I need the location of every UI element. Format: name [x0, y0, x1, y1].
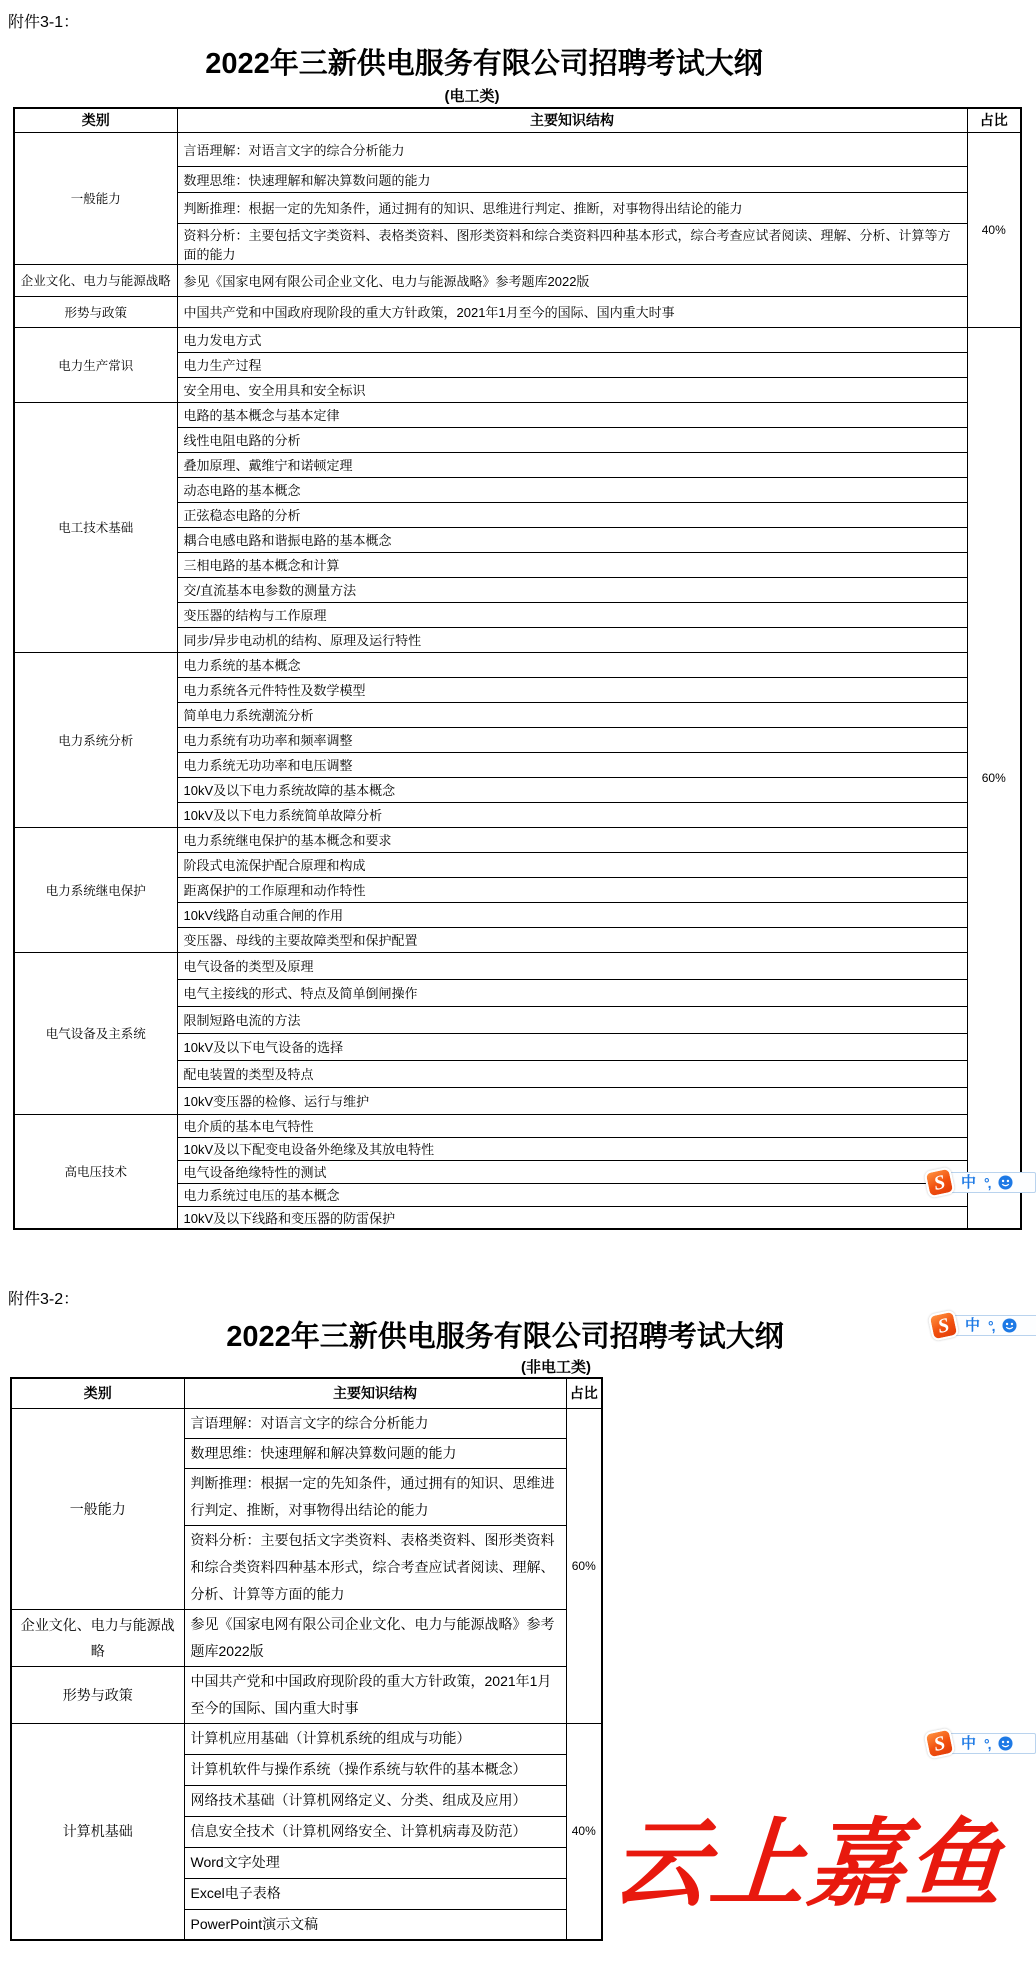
knowledge-item-cell: 电气设备的类型及原理 — [177, 952, 967, 979]
knowledge-item-cell: 同步/异步电动机的结构、原理及运行特性 — [177, 627, 967, 652]
sogou-logo-icon[interactable]: S — [923, 1166, 955, 1198]
knowledge-item-cell: 电力系统的基本概念 — [177, 652, 967, 677]
knowledge-item-cell: 参见《国家电网有限公司企业文化、电力与能源战略》参考题库2022版 — [184, 1609, 566, 1666]
column-header: 占比 — [967, 108, 1021, 132]
knowledge-item-cell: 判断推理：根据一定的先知条件，通过拥有的知识、思维进行判定、推断，对事物得出结论的能力 — [177, 192, 967, 223]
category-cell: 形势与政策 — [11, 1666, 184, 1723]
knowledge-item-cell: 电介质的基本电气特性 — [177, 1114, 967, 1137]
knowledge-item-cell: 数理思维：快速理解和解决算数问题的能力 — [177, 166, 967, 192]
category-cell: 一般能力 — [14, 132, 177, 264]
knowledge-item-cell: 计算机软件与操作系统（操作系统与软件的基本概念） — [184, 1754, 566, 1785]
knowledge-item-cell: PowerPoint演示文稿 — [184, 1909, 566, 1940]
category-cell: 高电压技术 — [14, 1114, 177, 1229]
knowledge-item-cell: 电气主接线的形式、特点及简单倒闸操作 — [177, 979, 967, 1006]
knowledge-item-cell: 资料分析：主要包括文字类资料、表格类资料、图形类资料和综合类资料四种基本形式，综合考查应试者阅读、理解、分析、计算等方面的能力 — [177, 223, 967, 264]
knowledge-item-cell: 10kV及以下电力系统故障的基本概念 — [177, 777, 967, 802]
category-cell: 电工技术基础 — [14, 402, 177, 652]
sogou-ime-toolbar[interactable] — [930, 1312, 1036, 1340]
knowledge-item-cell: 阶段式电流保护配合原理和构成 — [177, 852, 967, 877]
knowledge-item-cell: Excel电子表格 — [184, 1878, 566, 1909]
table-row — [14, 402, 1021, 427]
attachment2-title: 2022年三新供电服务有限公司招聘考试大纲 — [226, 1321, 784, 1353]
category-cell: 电气设备及主系统 — [14, 952, 177, 1114]
sogou-ime-toolbar[interactable] — [926, 1730, 1036, 1758]
column-header: 主要知识结构 — [184, 1378, 566, 1408]
ime-punctuation-icon[interactable]: °, — [984, 1174, 990, 1191]
knowledge-item-cell: 中国共产党和中国政府现阶段的重大方针政策，2021年1月至今的国际、国内重大时事 — [177, 296, 967, 327]
column-header: 类别 — [14, 108, 177, 132]
knowledge-item-cell: 资料分析：主要包括文字类资料、表格类资料、图形类资料和综合类资料四种基本形式，综合考查应试者阅读、理解、分析、计算等方面的能力 — [184, 1525, 566, 1609]
category-cell: 企业文化、电力与能源战略 — [14, 264, 177, 296]
attachment1-subtitle: (电工类) — [444, 88, 500, 105]
attachment1-title: 2022年三新供电服务有限公司招聘考试大纲 — [205, 48, 763, 80]
knowledge-item-cell: 安全用电、安全用具和安全标识 — [177, 377, 967, 402]
knowledge-item-cell: 10kV变压器的检修、运行与维护 — [177, 1087, 967, 1114]
attachment1-label: 附件3-1： — [8, 14, 80, 31]
knowledge-item-cell: 10kV及以下电气设备的选择 — [177, 1033, 967, 1060]
knowledge-item-cell: 判断推理：根据一定的先知条件，通过拥有的知识、思维进行判定、推断，对事物得出结论的能力 — [184, 1468, 566, 1525]
table-row — [14, 132, 1021, 166]
knowledge-item-cell: 简单电力系统潮流分析 — [177, 702, 967, 727]
knowledge-item-cell: 电气设备绝缘特性的测试 — [177, 1160, 967, 1183]
knowledge-item-cell: 10kV及以下电力系统简单故障分析 — [177, 802, 967, 827]
red-watermark-text: 云上嘉鱼 — [608, 1811, 1008, 1918]
sogou-logo-icon[interactable]: S — [923, 1727, 955, 1759]
knowledge-item-cell: 计算机应用基础（计算机系统的组成与功能） — [184, 1723, 566, 1754]
exam-outline-table-electrician — [13, 107, 1022, 1230]
knowledge-item-cell: 10kV及以下配变电设备外绝缘及其放电特性 — [177, 1137, 967, 1160]
knowledge-item-cell: Word文字处理 — [184, 1847, 566, 1878]
knowledge-item-cell: 电力生产过程 — [177, 352, 967, 377]
attachment2-label: 附件3-2： — [8, 1291, 80, 1308]
ime-emoji-icon[interactable] — [1002, 1318, 1017, 1333]
table-row — [14, 327, 1021, 352]
knowledge-item-cell: 10kV及以下线路和变压器的防雷保护 — [177, 1206, 967, 1229]
knowledge-item-cell: 变压器、母线的主要故障类型和保护配置 — [177, 927, 967, 952]
knowledge-item-cell: 电力系统无功功率和电压调整 — [177, 752, 967, 777]
category-cell: 一般能力 — [11, 1408, 184, 1609]
exam-outline-table-non-electrician — [10, 1377, 603, 1941]
ratio-cell: 40% — [967, 132, 1021, 327]
knowledge-item-cell: 正弦稳态电路的分析 — [177, 502, 967, 527]
knowledge-item-cell: 电力发电方式 — [177, 327, 967, 352]
knowledge-item-cell: 网络技术基础（计算机网络定义、分类、组成及应用） — [184, 1785, 566, 1816]
knowledge-item-cell: 耦合电感电路和谐振电路的基本概念 — [177, 527, 967, 552]
knowledge-item-cell: 限制短路电流的方法 — [177, 1006, 967, 1033]
ime-language-mode-icon[interactable]: 中 — [961, 1174, 977, 1191]
category-cell: 企业文化、电力与能源战略 — [11, 1609, 184, 1666]
ratio-cell: 60% — [566, 1408, 602, 1723]
sogou-logo-icon[interactable]: S — [927, 1309, 959, 1341]
knowledge-item-cell: 三相电路的基本概念和计算 — [177, 552, 967, 577]
column-header: 类别 — [11, 1378, 184, 1408]
table-row — [14, 652, 1021, 677]
knowledge-item-cell: 数理思维：快速理解和解决算数问题的能力 — [184, 1438, 566, 1468]
sogou-ime-toolbar[interactable] — [926, 1169, 1036, 1197]
knowledge-item-cell: 电力系统各元件特性及数学模型 — [177, 677, 967, 702]
category-cell: 电力生产常识 — [14, 327, 177, 402]
knowledge-item-cell: 叠加原理、戴维宁和诺顿定理 — [177, 452, 967, 477]
knowledge-item-cell: 配电装置的类型及特点 — [177, 1060, 967, 1087]
table-row — [11, 1666, 602, 1723]
ime-punctuation-icon[interactable]: °, — [984, 1735, 990, 1752]
knowledge-item-cell: 电力系统有功功率和频率调整 — [177, 727, 967, 752]
knowledge-item-cell: 电力系统继电保护的基本概念和要求 — [177, 827, 967, 852]
knowledge-item-cell: 10kV线路自动重合闸的作用 — [177, 902, 967, 927]
knowledge-item-cell: 交/直流基本电参数的测量方法 — [177, 577, 967, 602]
knowledge-item-cell: 言语理解：对语言文字的综合分析能力 — [184, 1408, 566, 1438]
knowledge-item-cell: 参见《国家电网有限公司企业文化、电力与能源战略》参考题库2022版 — [177, 264, 967, 296]
attachment2-subtitle: (非电工类) — [521, 1359, 591, 1376]
ime-language-mode-icon[interactable]: 中 — [965, 1317, 981, 1334]
category-cell: 形势与政策 — [14, 296, 177, 327]
knowledge-item-cell: 电力系统过电压的基本概念 — [177, 1183, 967, 1206]
ratio-cell: 40% — [566, 1723, 602, 1940]
knowledge-item-cell: 信息安全技术（计算机网络安全、计算机病毒及防范） — [184, 1816, 566, 1847]
knowledge-item-cell: 中国共产党和中国政府现阶段的重大方针政策，2021年1月至今的国际、国内重大时事 — [184, 1666, 566, 1723]
ime-emoji-icon[interactable] — [998, 1736, 1013, 1751]
knowledge-item-cell: 动态电路的基本概念 — [177, 477, 967, 502]
knowledge-item-cell: 变压器的结构与工作原理 — [177, 602, 967, 627]
knowledge-item-cell: 电路的基本概念与基本定律 — [177, 402, 967, 427]
ime-emoji-icon[interactable] — [998, 1175, 1013, 1190]
knowledge-item-cell: 线性电阻电路的分析 — [177, 427, 967, 452]
knowledge-item-cell: 距离保护的工作原理和动作特性 — [177, 877, 967, 902]
table-row — [14, 264, 1021, 296]
category-cell: 电力系统分析 — [14, 652, 177, 827]
table-row — [14, 952, 1021, 979]
ratio-cell: 60% — [967, 327, 1021, 1229]
table-row — [11, 1609, 602, 1666]
category-cell: 电力系统继电保护 — [14, 827, 177, 952]
knowledge-item-cell: 言语理解：对语言文字的综合分析能力 — [177, 132, 967, 166]
table-row — [11, 1408, 602, 1438]
table-row — [11, 1723, 602, 1754]
table-row — [14, 296, 1021, 327]
ime-punctuation-icon[interactable]: °, — [988, 1317, 994, 1334]
table-row — [14, 827, 1021, 852]
table-row — [14, 1114, 1021, 1137]
ime-language-mode-icon[interactable]: 中 — [961, 1735, 977, 1752]
category-cell: 计算机基础 — [11, 1723, 184, 1940]
column-header: 占比 — [566, 1378, 602, 1408]
column-header: 主要知识结构 — [177, 108, 967, 132]
